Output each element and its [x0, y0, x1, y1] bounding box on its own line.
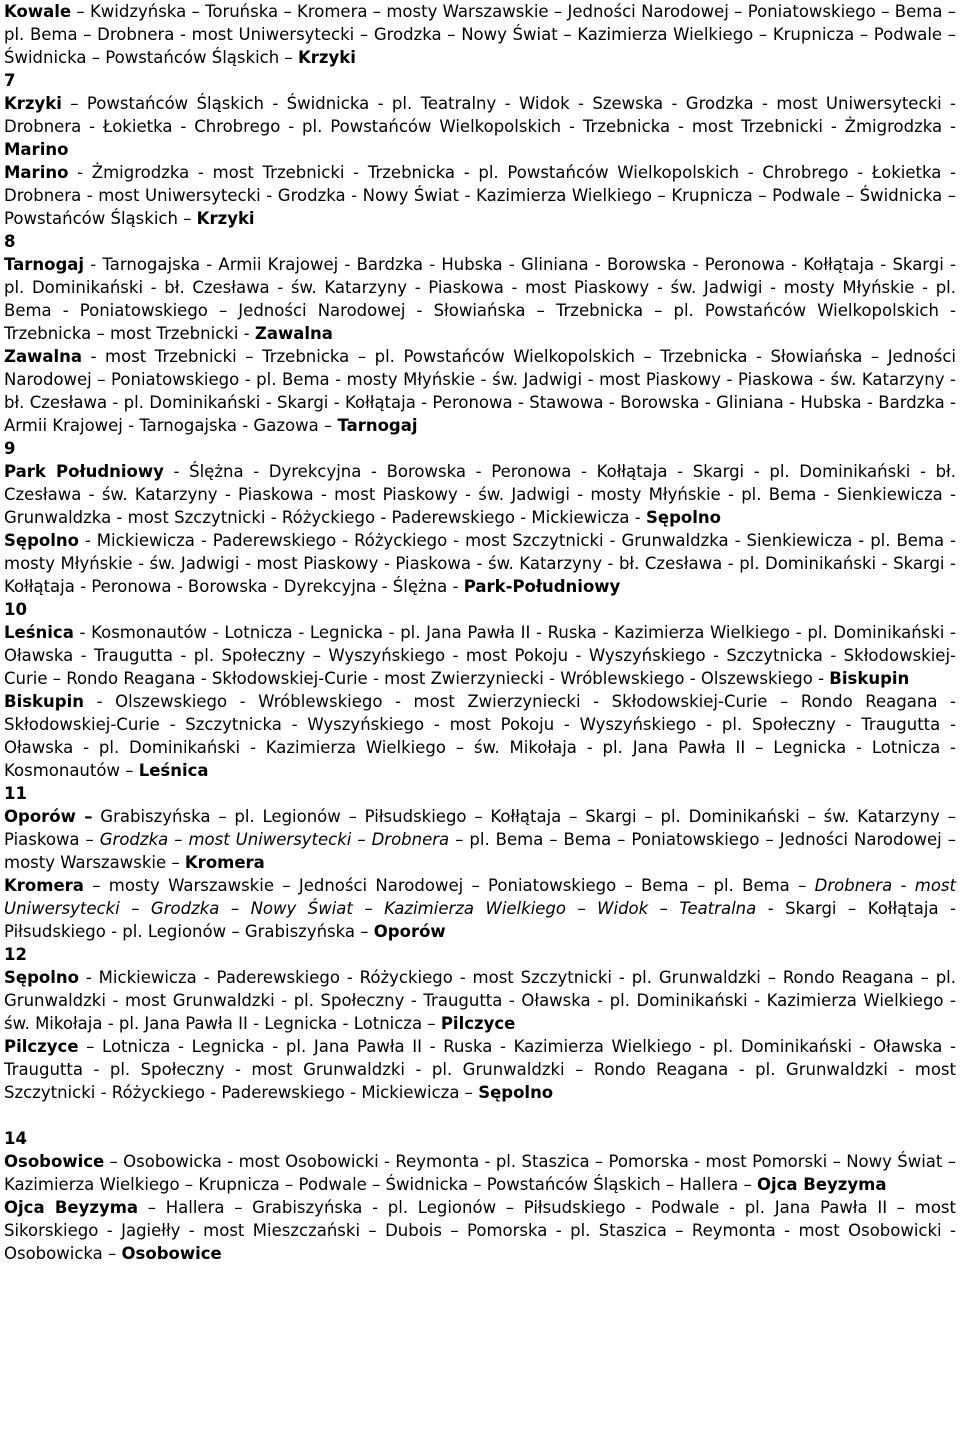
terminus-name: Osobowice [121, 1244, 222, 1263]
route-streets: - Mickiewicza - Paderewskiego - Różyckiego - most Szczytnicki - Grunwaldzka - Sienkiewicza - pl. Bema - mosty Młyńskie - św. Jadwigi - most Piaskowy - Piaskowa - św. Katarzyny - bł. Czesława - pl. Dominikański - Skargi - Kołłątaja - Peronowa - Borowska - Dyrekcyjna - Ślężna - [4, 531, 956, 596]
route-description [4, 253, 956, 345]
route-number: 11 [4, 784, 27, 803]
terminus-name: Sępolno [4, 531, 79, 550]
terminus-name: Oporów [373, 922, 446, 941]
terminus-name: Osobowice [4, 1152, 105, 1171]
route-section [4, 230, 956, 437]
terminus-name: Tarnogaj [4, 255, 85, 274]
route-description [4, 874, 956, 943]
route-streets: – Lotnicza - Legnicka - pl. Jana Pawła II - Ruska - Kazimierza Wielkiego - pl. Dominikański - Oławska - Traugutta - pl. Społeczny - most Grunwaldzki - pl. Grunwaldzki – Rondo Reagana - pl. Grunwaldzki - most Szczytnicki - Różyckiego - Paderewskiego - Mickiewicza – [4, 1037, 956, 1102]
route-description [4, 92, 956, 161]
terminus-name: Leśnica [138, 761, 209, 780]
terminus-name: Sępolno [646, 508, 721, 527]
terminus-name: Marino [4, 140, 69, 159]
route-streets: - Ślężna - Dyrekcyjna - Borowska - Peronowa - Kołłątaja - Skargi - pl. Dominikański - bł. Czesława - św. Katarzyny - Piaskowa - most Piaskowy - św. Jadwigi - mosty Młyńskie - pl. Bema - Sienkiewicza - Grunwaldzka - most Szczytnicki - Różyckiego - Paderewskiego - Mickiewicza - [4, 462, 956, 527]
terminus-name: Pilczyce [440, 1014, 516, 1033]
route-section [4, 598, 956, 782]
route-streets: – pl. Bema – Bema – Poniatowskiego – Jedności Narodowej – mosty Warszawskie – [4, 830, 956, 872]
terminus-name: Ojca Beyzyma [4, 1198, 139, 1217]
route-streets: – Osobowicka - most Osobowicki - Reymonta - pl. Staszica – Pomorska - most Pomorski – Nowy Świat – Kazimierza Wielkiego – Krupnicza – Podwale – Świdnicka – Powstańców Śląskich – Hallera – [4, 1152, 956, 1194]
terminus-name: Marino [4, 163, 69, 182]
route-description [4, 690, 956, 782]
terminus-name: Zawalna [4, 347, 83, 366]
terminus-name: Krzyki [196, 209, 255, 228]
terminus-name: Krzyki [4, 94, 62, 113]
route-streets: - Olszewskiego - Wróblewskiego - most Zwierzyniecki - Skłodowskiej-Curie – Rondo Reagana - Skłodowskiej-Curie - Szczytnicka - Wyszyńskiego - most Pokoju - Wyszyńskiego - pl. Społeczny - Traugutta - Oławska - pl. Dominikański - Kazimierza Wielkiego – św. Mikołaja - pl. Jana Pawła II – Legnicka - Lotnicza - Kosmonautów – [4, 692, 956, 780]
terminus-name: Pilczyce [4, 1037, 79, 1056]
terminus-name: Kromera [184, 853, 265, 872]
route-streets: Grabiszyńska – pl. Legionów – Piłsudskiego – Kołłątaja – Skargi – pl. Dominikański – św. Katarzyny – Piaskowa – [4, 807, 956, 849]
route-streets: – Powstańców Śląskich - Świdnicka - pl. Teatralny - Widok - Szewska - Grodzka - most Uniwersytecki - Drobnera - Łokietka - Chrobrego - pl. Powstańców Wielkopolskich - Trzebnicka - most Trzebnicki - Żmigrodzka - [4, 94, 956, 136]
route-description [4, 0, 956, 69]
route-streets: Grodzka – most Uniwersytecki – Drobnera [99, 830, 450, 849]
terminus-name: Oporów – [4, 807, 93, 826]
route-streets: - Skargi – Kołłątaja - Piłsudskiego - pl. Legionów – Grabiszyńska – [4, 899, 956, 941]
route-description [4, 1196, 956, 1265]
terminus-name: Kromera [4, 876, 84, 895]
route-number [4, 1104, 956, 1127]
route-section [4, 943, 956, 1104]
route-description [4, 966, 956, 1035]
route-description [4, 1150, 956, 1196]
route-number: 10 [4, 600, 27, 619]
route-streets: - Tarnogajska - Armii Krajowej - Bardzka - Hubska - Gliniana - Borowska - Peronowa - Kołłątaja - Skargi - pl. Dominikański - bł. Czesława - św. Katarzyny - Piaskowa - most Piaskowy - św. Jadwigi - mosty Młyńskie - pl. Bema - Poniatowskiego – Jedności Narodowej - Słowiańska – Trzebnicka – pl. Powstańców Wielkopolskich - Trzebnicka – most Trzebnicki - [4, 255, 956, 343]
terminus-name: Park-Południowy [463, 577, 621, 596]
route-number: 14 [4, 1129, 27, 1148]
route-description [4, 345, 956, 437]
terminus-name: Sępolno [4, 968, 79, 987]
route-number: 12 [4, 945, 27, 964]
route-number: 8 [4, 232, 16, 251]
route-section [4, 782, 956, 943]
terminus-name: Leśnica [4, 623, 74, 642]
terminus-name: Zawalna [254, 324, 333, 343]
route-number: 7 [4, 71, 16, 90]
route-description [4, 805, 956, 874]
route-section [4, 1127, 956, 1265]
route-description [4, 1035, 956, 1104]
route-streets: - Kosmonautów - Lotnicza - Legnicka - pl. Jana Pawła II - Ruska - Kazimierza Wielkiego - pl. Dominikański - Oławska - Traugutta - pl. Społeczny – Wyszyńskiego - most Pokoju - Wyszyńskiego - Szczytnicka - Skłodowskiej-Curie – Rondo Reagana - Skłodowskiej-Curie - most Zwierzyniecki - Wróblewskiego - Olszewskiego - [4, 623, 956, 688]
route-streets: – Kwidzyńska – Toruńska – Kromera – mosty Warszawskie – Jedności Narodowej – Poniatowskiego – Bema – pl. Bema – Drobnera - most Uniwersytecki – Grodzka – Nowy Świat – Kazimierza Wielkiego – Krupnicza – Podwale – Świdnicka – Powstańców Śląskich – [4, 2, 956, 67]
terminus-name: Krzyki [297, 48, 356, 67]
route-section [4, 1104, 956, 1127]
route-streets: – Hallera – Grabiszyńska - pl. Legionów – Piłsudskiego - Podwale - pl. Jana Pawła II – most Sikorskiego - Jagiełły - most Mieszczański – Dubois – Pomorska - pl. Staszica – Reymonta - most Osobowicki - Osobowicka – [4, 1198, 957, 1263]
route-description [4, 161, 956, 230]
route-description [4, 460, 956, 529]
route-section [4, 0, 956, 69]
route-streets: - Żmigrodzka - most Trzebnicki - Trzebnicka - pl. Powstańców Wielkopolskich - Chrobrego - Łokietka - Drobnera - most Uniwersytecki - Grodzka - Nowy Świat - Kazimierza Wielkiego – Krupnicza – Podwale – Świdnicka – Powstańców Śląskich – [4, 163, 956, 228]
route-streets: – mosty Warszawskie – Jedności Narodowej – Poniatowskiego – Bema – pl. Bema – [83, 876, 815, 895]
route-number: 9 [4, 439, 16, 458]
route-streets: Drobnera - most Uniwersytecki – Grodzka – Nowy Świat – Kazimierza Wielkiego – Widok – Teatralna [4, 876, 956, 918]
route-streets: - most Trzebnicki – Trzebnicka – pl. Powstańców Wielkopolskich – Trzebnicka - Słowiańska – Jedności Narodowej – Poniatowskiego - pl. Bema - mosty Młyńskie - św. Jadwigi - most Piaskowy - Piaskowa - św. Katarzyny - bł. Czesława - pl. Dominikański - Skargi - Kołłątaja - Peronowa - Stawowa - Borowska - Gliniana - Hubska - Bardzka - Armii Krajowej - Tarnogajska - Gazowa – [4, 347, 956, 435]
terminus-name: Sępolno [478, 1083, 554, 1102]
route-description [4, 621, 956, 690]
terminus-name: Kowale [4, 2, 72, 21]
terminus-name: Biskupin [4, 692, 84, 711]
terminus-name: Park Południowy [4, 462, 164, 481]
terminus-name: Ojca Beyzyma [756, 1175, 887, 1194]
route-section [4, 69, 956, 230]
terminus-name: Biskupin [829, 669, 910, 688]
route-description [4, 529, 956, 598]
terminus-name: Tarnogaj [337, 416, 418, 435]
route-section [4, 437, 956, 598]
route-streets: - Mickiewicza - Paderewskiego - Różyckiego - most Szczytnicki - pl. Grunwaldzki – Rondo Reagana – pl. Grunwaldzki - most Grunwaldzki - pl. Społeczny - Traugutta - Oławska - pl. Dominikański - Kazimierza Wielkiego - św. Mikołaja - pl. Jana Pawła II - Legnicka - Lotnicza – [4, 968, 956, 1033]
